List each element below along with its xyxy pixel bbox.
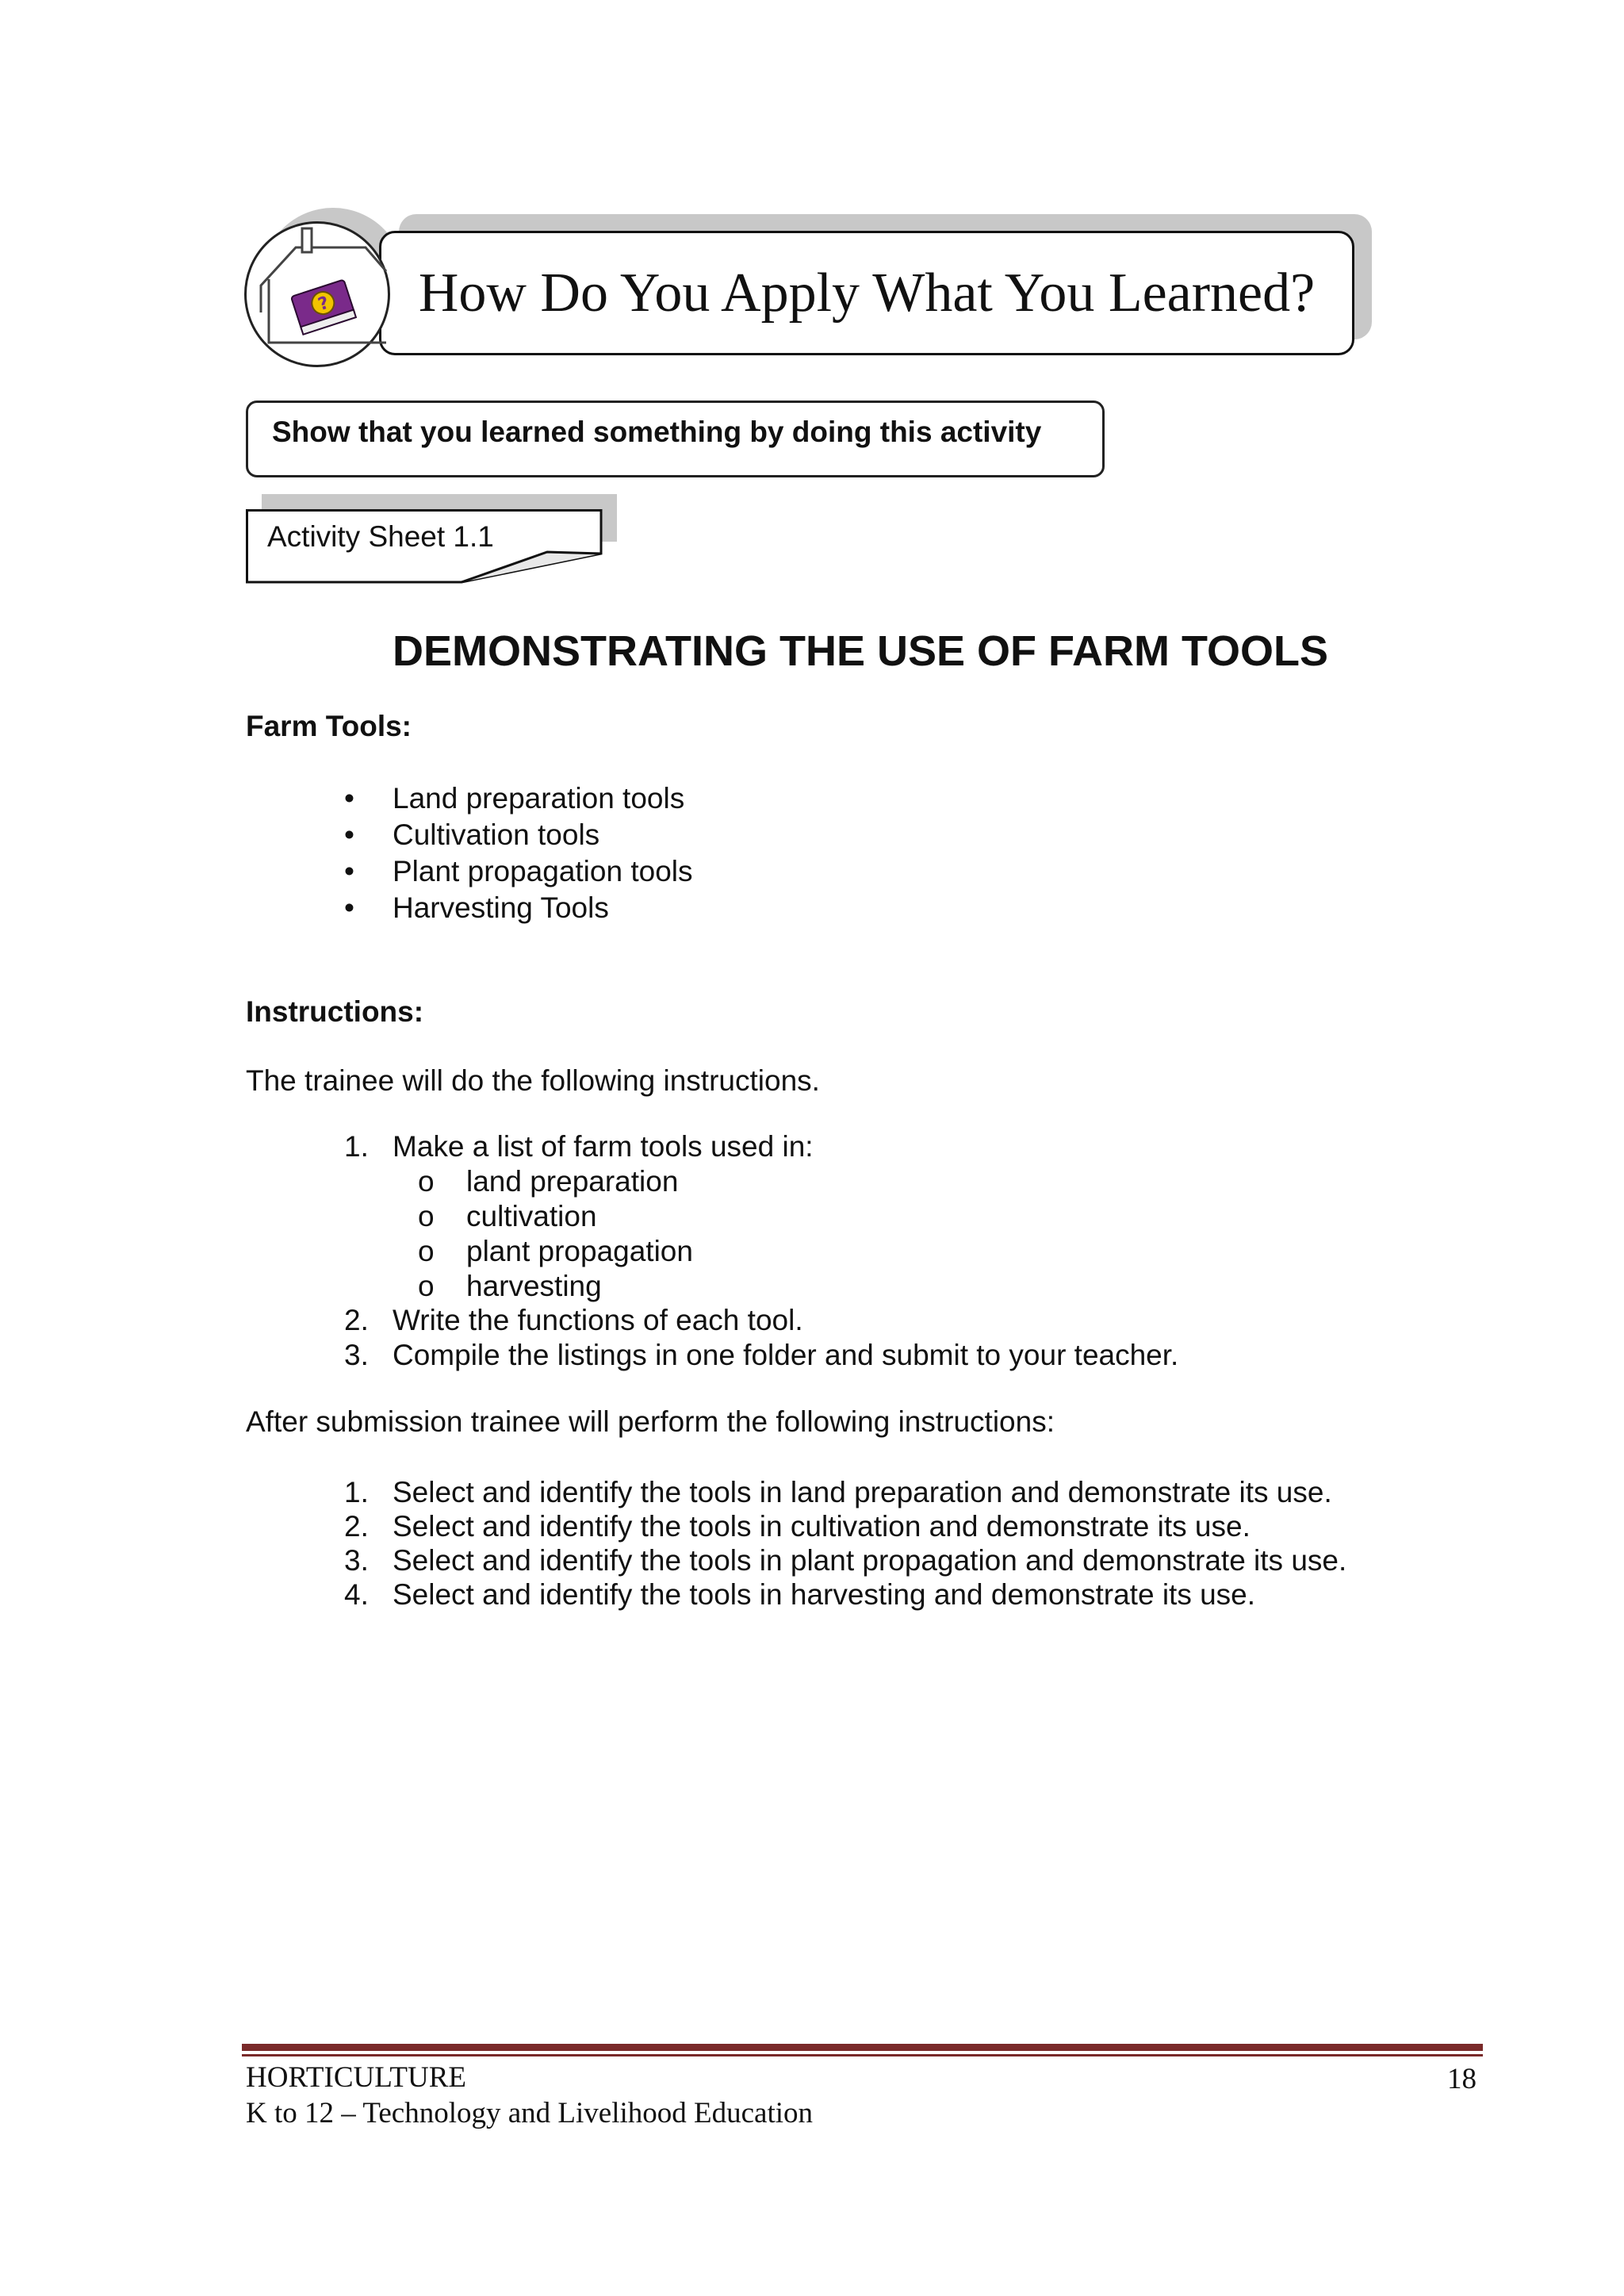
house-book-icon	[244, 221, 390, 367]
bullet-marker: •	[344, 891, 354, 924]
step-number: 4.	[344, 1578, 369, 1611]
footer-course: K to 12 – Technology and Livelihood Education	[246, 2097, 814, 2129]
farm-tool-item: Harvesting Tools	[393, 891, 609, 924]
footer-subject: HORTICULTURE	[246, 2061, 467, 2094]
footer-rule	[242, 2044, 1483, 2051]
step-text: Select and identify the tools in plant propagation and demonstrate its use.	[393, 1544, 1347, 1577]
sub-item: plant propagation	[466, 1235, 693, 1267]
sub-item: cultivation	[466, 1200, 597, 1232]
step-text: Write the functions of each tool.	[393, 1304, 803, 1336]
step-text: Select and identify the tools in harvesting and demonstrate its use.	[393, 1578, 1256, 1611]
step-number: 2.	[344, 1304, 369, 1336]
step-number: 3.	[344, 1339, 369, 1371]
sub-marker: o	[418, 1270, 435, 1302]
step-text: Select and identify the tools in cultivation and demonstrate its use.	[393, 1510, 1251, 1543]
sub-marker: o	[418, 1200, 435, 1232]
sub-marker: o	[418, 1235, 435, 1267]
farm-tool-item: Land preparation tools	[393, 782, 685, 815]
step-number: 1.	[344, 1130, 369, 1163]
svg-text:?: ?	[316, 293, 332, 316]
step-text: Compile the listings in one folder and submit to your teacher.	[393, 1339, 1179, 1371]
bullet-marker: •	[344, 782, 354, 815]
step-text: Select and identify the tools in land preparation and demonstrate its use.	[393, 1476, 1332, 1508]
footer-rule-thin	[242, 2054, 1483, 2056]
sub-item: harvesting	[466, 1270, 602, 1302]
activity-prompt-text: Show that you learned something by doing this activity	[272, 416, 1042, 448]
header-banner	[379, 231, 1354, 355]
step-number: 2.	[344, 1510, 369, 1543]
main-heading: DEMONSTRATING THE USE OF FARM TOOLS	[392, 627, 1328, 675]
step-number: 3.	[344, 1544, 369, 1577]
page-title: How Do You Apply What You Learned?	[418, 262, 1316, 324]
sub-marker: o	[418, 1165, 435, 1198]
page-number: 18	[1447, 2063, 1477, 2095]
activity-prompt-box	[246, 401, 1105, 477]
bullet-marker: •	[344, 818, 354, 851]
step-number: 1.	[344, 1476, 369, 1508]
farm-tool-item: Plant propagation tools	[393, 855, 693, 887]
instructions-intro: The trainee will do the following instructions.	[246, 1064, 820, 1097]
bullet-marker: •	[344, 855, 354, 887]
farm-tool-item: Cultivation tools	[393, 818, 600, 851]
activity-sheet-tab	[246, 509, 611, 589]
sub-item: land preparation	[466, 1165, 679, 1198]
farm-tools-heading: Farm Tools:	[246, 710, 412, 742]
activity-sheet-label: Activity Sheet 1.1	[267, 520, 494, 553]
after-submission-intro: After submission trainee will perform the following instructions:	[246, 1405, 1055, 1438]
step-text: Make a list of farm tools used in:	[393, 1130, 814, 1163]
instructions-heading: Instructions:	[246, 995, 424, 1028]
